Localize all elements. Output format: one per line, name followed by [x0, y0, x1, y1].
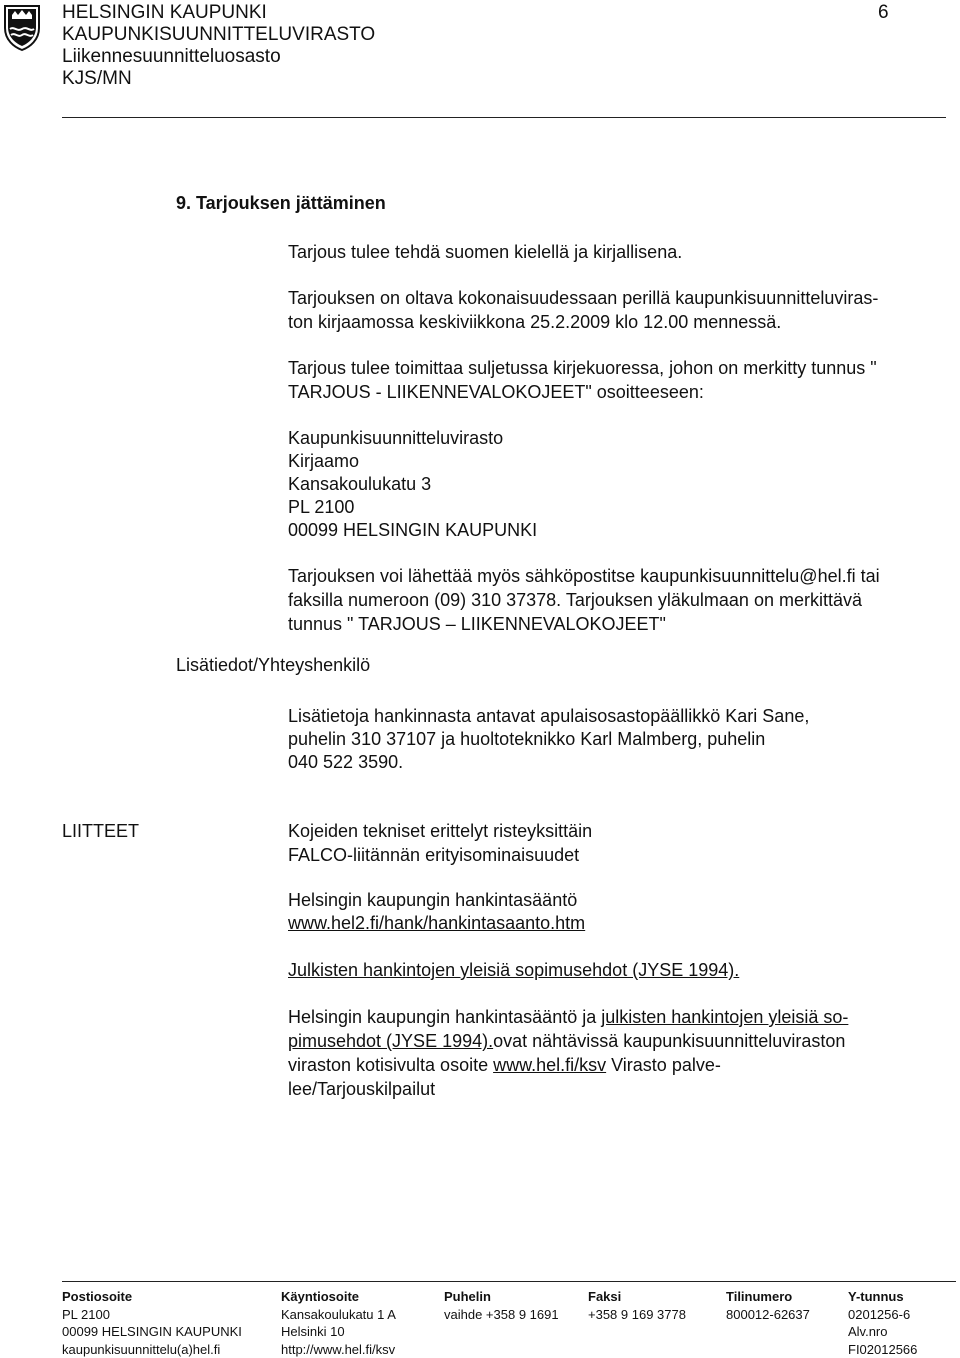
attachment-item1-line1: Kojeiden tekniset erittelyt risteyksittäin [288, 819, 592, 843]
address-line: Kaupunkisuunnitteluvirasto [288, 426, 503, 450]
attachment-item2-line1: Helsingin kaupungin hankintasääntö [288, 888, 577, 912]
footer-postal-address [62, 1288, 242, 1358]
attachment-item4-line2 [288, 1029, 845, 1053]
footer-business-id [848, 1288, 917, 1358]
footer-phone [444, 1288, 559, 1323]
attachment-item4-text: Helsingin kaupungin hankintasääntö ja [288, 1007, 601, 1027]
attachment-item3-link[interactable]: Julkisten hankintojen yleisiä sopimusehdot (JYSE 1994). [288, 958, 739, 982]
footer-value: 800012-62637 [726, 1306, 810, 1324]
contact-line3: 040 522 3590. [288, 750, 403, 774]
address-line: Kansakoulukatu 3 [288, 472, 431, 496]
paragraph-language: Tarjous tulee tehdä suomen kielellä ja kirjallisena. [288, 240, 682, 264]
footer-value: Helsinki 10 [281, 1323, 396, 1341]
attachment-item4-text: viraston kotisivulta osoite [288, 1055, 493, 1075]
footer-heading: Tilinumero [726, 1288, 810, 1306]
footer-heading: Käyntiosoite [281, 1288, 396, 1306]
footer-website: http://www.hel.fi/ksv [281, 1341, 396, 1358]
footer-value: vaihde +358 9 1691 [444, 1306, 559, 1324]
attachments-label: LIITTEET [62, 819, 139, 843]
footer-value: Alv.nro [848, 1323, 917, 1341]
footer-account [726, 1288, 810, 1323]
footer-value: +358 9 169 3778 [588, 1306, 686, 1324]
ksv-website-link[interactable]: www.hel.fi/ksv [493, 1055, 606, 1075]
attachment-item4-line4: lee/Tarjouskilpailut [288, 1077, 435, 1101]
paragraph-envelope-line1: Tarjous tulee toimittaa suljetussa kirjekuoressa, johon on merkitty tunnus " [288, 356, 877, 380]
attachment-item2-link[interactable]: www.hel2.fi/hank/hankintasaanto.htm [288, 911, 585, 935]
footer-heading: Puhelin [444, 1288, 559, 1306]
paragraph-email-line2: faksilla numeroon (09) 310 37378. Tarjouksen yläkulmaan on merkittävä [288, 588, 862, 612]
address-line: PL 2100 [288, 495, 354, 519]
header-city: HELSINGIN KAUPUNKI [62, 2, 267, 24]
attachment-item4-text: ovat nähtävissä kaupunkisuunnitteluviraston [493, 1031, 845, 1051]
address-line: Kirjaamo [288, 449, 359, 473]
helsinki-coat-of-arms-logo [2, 2, 42, 52]
header-division: Liikennesuunnitteluosasto [62, 46, 281, 68]
attachment-item4-link[interactable]: julkisten hankintojen yleisiä so- [601, 1007, 848, 1027]
footer-divider [62, 1281, 956, 1282]
header-divider [62, 117, 946, 118]
footer-visiting-address [281, 1288, 396, 1358]
contact-line1: Lisätietoja hankinnasta antavat apulaisosastopäällikkö Kari Sane, [288, 704, 809, 728]
footer-email: kaupunkisuunnittelu(a)hel.fi [62, 1341, 242, 1358]
section-title: 9. Tarjouksen jättäminen [176, 191, 386, 215]
paragraph-email-line1: Tarjouksen voi lähettää myös sähköpostitse kaupunkisuunnittelu@hel.fi tai [288, 564, 880, 588]
attachment-item1-line2: FALCO-liitännän erityisominaisuudet [288, 843, 579, 867]
attachment-item4-text: Virasto palve- [606, 1055, 721, 1075]
attachment-item4-line3 [288, 1053, 721, 1077]
footer-heading: Y-tunnus [848, 1288, 917, 1306]
footer-fax [588, 1288, 686, 1323]
footer-value: FI02012566 [848, 1341, 917, 1358]
footer-heading: Postiosoite [62, 1288, 242, 1306]
paragraph-envelope-line2: TARJOUS - LIIKENNEVALOKOJEET" osoitteeseen: [288, 380, 704, 404]
header-reference: KJS/MN [62, 68, 132, 90]
attachment-item4-line1 [288, 1005, 848, 1029]
page-number: 6 [878, 2, 889, 24]
paragraph-deadline-line2: ton kirjaamossa keskiviikkona 25.2.2009 klo 12.00 mennessä. [288, 310, 781, 334]
footer-value: 0201256-6 [848, 1306, 917, 1324]
contact-line2: puhelin 310 37107 ja huoltoteknikko Karl Malmberg, puhelin [288, 727, 765, 751]
attachment-item4-link[interactable]: pimusehdot (JYSE 1994). [288, 1031, 493, 1051]
header-department: KAUPUNKISUUNNITTELUVIRASTO [62, 24, 375, 46]
footer-value: PL 2100 [62, 1306, 242, 1324]
address-line: 00099 HELSINGIN KAUPUNKI [288, 518, 537, 542]
paragraph-email-line3: tunnus " TARJOUS – LIIKENNEVALOKOJEET" [288, 612, 666, 636]
footer-value: Kansakoulukatu 1 A [281, 1306, 396, 1324]
footer-value: 00099 HELSINGIN KAUPUNKI [62, 1323, 242, 1341]
footer-heading: Faksi [588, 1288, 686, 1306]
paragraph-deadline-line1: Tarjouksen on oltava kokonaisuudessaan perillä kaupunkisuunnitteluviras- [288, 286, 878, 310]
contact-label: Lisätiedot/Yhteyshenkilö [176, 653, 370, 677]
